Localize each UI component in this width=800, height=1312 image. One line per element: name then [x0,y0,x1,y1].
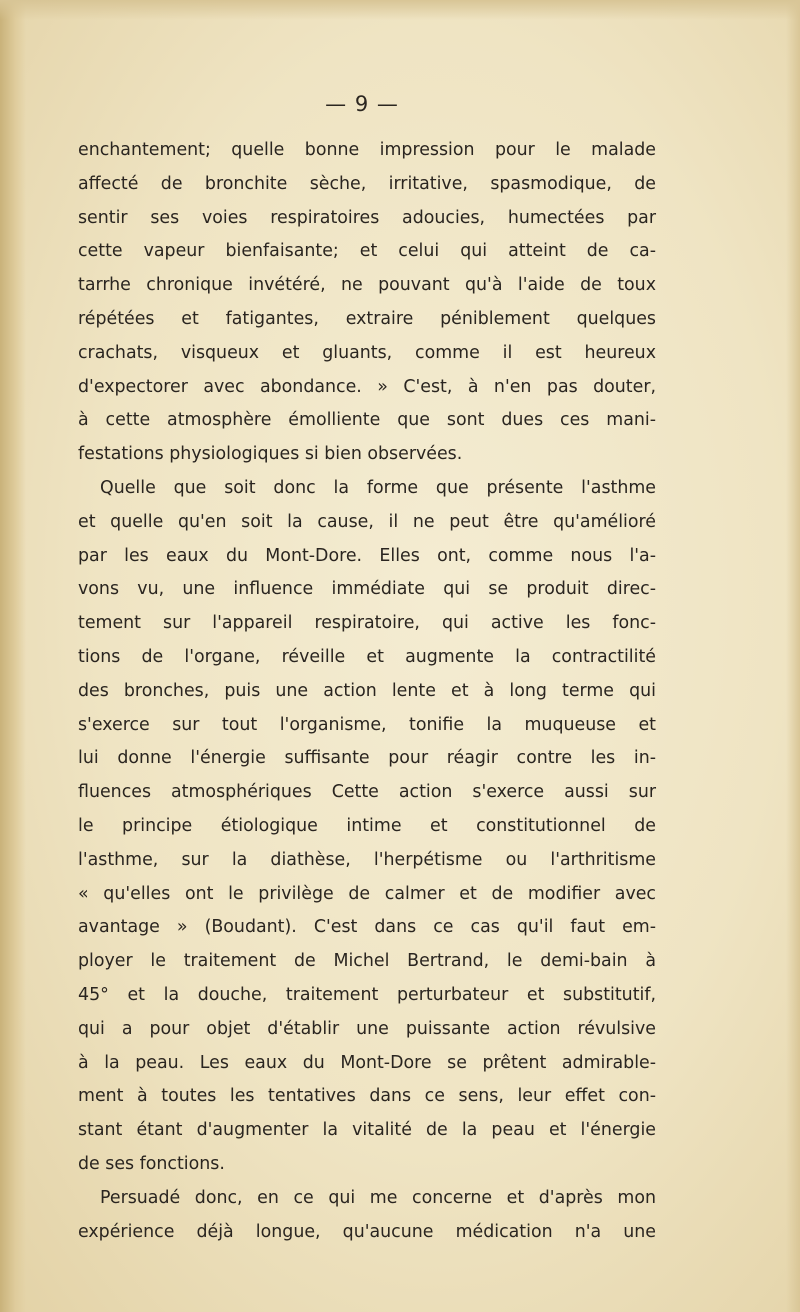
text-line: à cette atmosphère émolliente que sont dues ces mani- [78,410,656,431]
text-line: répétées et fatigantes, extraire péniblement quelques [78,308,656,329]
text-line: s'exerce sur tout l'organisme, tonifie la muqueuse et [78,714,656,735]
text-line: l'asthme, sur la diathèse, l'herpétisme ou l'arthritisme [78,849,656,870]
text-line: sentir ses voies respiratoires adoucies, humectées par [78,207,656,228]
paragraph-end-line: festations physiologiques si bien observées. [78,444,463,465]
page-shadow-left [0,0,26,1312]
text-line: vons vu, une influence immédiate qui se produit direc- [78,579,656,600]
text-line: par les eaux du Mont-Dore. Elles ont, comme nous l'a- [78,545,656,566]
page-number: — 9 — [325,92,399,116]
text-line: tions de l'organe, réveille et augmente la contractilité [78,646,656,667]
text-line: ment à toutes les tentatives dans ce sens, leur effet con- [78,1086,656,1107]
text-line: avantage » (Boudant). C'est dans ce cas qu'il faut em- [78,917,656,938]
text-line: tarrhe chronique invétéré, ne pouvant qu'à l'aide de toux [78,275,656,296]
page-shadow-top [0,0,800,20]
paragraph-end-line: de ses fonctions. [78,1153,225,1174]
text-line: 45° et la douche, traitement perturbateur et substitutif, [78,984,656,1005]
text-line: affecté de bronchite sèche, irritative, spasmodique, de [78,173,656,194]
text-line: d'expectorer avec abondance. » C'est, à n'en pas douter, [78,376,656,397]
text-line: tement sur l'appareil respiratoire, qui active les fonc- [78,613,656,634]
body-text [78,134,656,1249]
text-line: et quelle qu'en soit la cause, il ne peut être qu'amélioré [78,511,656,532]
text-line: crachats, visqueux et gluants, comme il est heureux [78,342,656,363]
text-line: stant étant d'augmenter la vitalité de la peau et l'énergie [78,1120,656,1141]
paragraph-start-line: Persuadé donc, en ce qui me concerne et d'après mon [100,1187,656,1208]
text-line: « qu'elles ont le privilège de calmer et de modifier avec [78,883,656,904]
text-line: des bronches, puis une action lente et à long terme qui [78,680,656,701]
text-line: fluences atmosphériques Cette action s'exerce aussi sur [78,782,656,803]
text-line: expérience déjà longue, qu'aucune médication n'a une [78,1221,656,1242]
text-line: ployer le traitement de Michel Bertrand, le demi-bain à [78,951,656,972]
text-line: lui donne l'énergie suffisante pour réagir contre les in- [78,748,656,769]
text-line: le principe étiologique intime et constitutionnel de [78,815,656,836]
text-line: cette vapeur bienfaisante; et celui qui atteint de ca- [78,241,656,262]
text-line: enchantement; quelle bonne impression pour le malade [78,140,656,160]
paragraph-start-line: Quelle que soit donc la forme que présente l'asthme [100,477,656,498]
text-line: qui a pour objet d'établir une puissante action révulsive [78,1018,656,1039]
page-shadow-right [786,0,800,1312]
text-line: à la peau. Les eaux du Mont-Dore se prêtent admirable- [78,1052,656,1073]
